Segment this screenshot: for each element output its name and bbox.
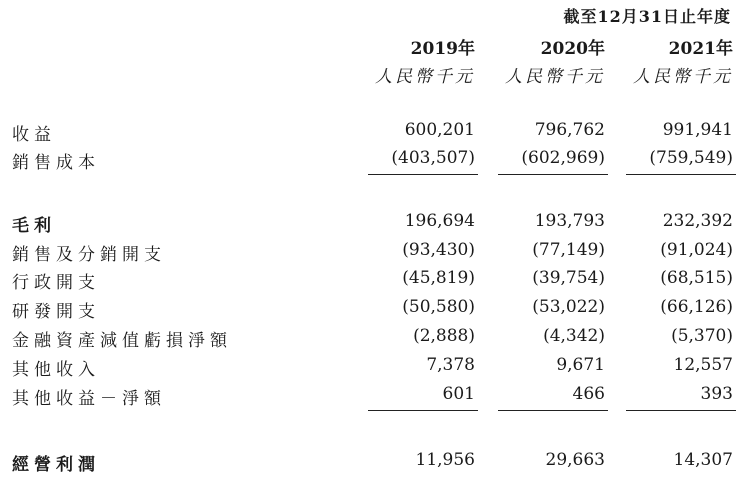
row-label-selling-expenses: 銷售及分銷開支 <box>12 245 166 265</box>
cell-value: 466 <box>572 384 605 404</box>
cell-value: 193,793 <box>534 211 605 231</box>
cell-value: (50,580) <box>402 297 475 317</box>
cell-value: 991,941 <box>662 120 733 140</box>
year-header-2019: 2019年 <box>410 39 475 59</box>
cell-value: 393 <box>700 384 733 404</box>
subtotal-rule <box>368 174 478 175</box>
cell-value: 601 <box>442 384 475 404</box>
subtotal-rule <box>368 410 478 411</box>
row-label-other-gains-net: 其他收益－淨額 <box>12 389 166 409</box>
row-label-rnd-expenses: 研發開支 <box>12 302 100 322</box>
row-label-other-income: 其他收入 <box>12 360 100 380</box>
cell-value: (91,024) <box>660 240 733 260</box>
row-label-operating-profit: 經營利潤 <box>12 455 100 475</box>
subtotal-rule <box>626 410 736 411</box>
cell-value: 29,663 <box>545 450 605 470</box>
period-header: 截至12月31日止年度 <box>563 7 731 26</box>
cell-value: (4,342) <box>543 326 605 346</box>
cell-value: (759,549) <box>649 148 733 168</box>
row-label-admin-expenses: 行政開支 <box>12 273 100 293</box>
unit-header-2019: 人民幣千元 <box>375 67 475 87</box>
cell-value: (68,515) <box>660 268 733 288</box>
year-header-2020: 2020年 <box>540 39 605 59</box>
cell-value: (602,969) <box>521 148 605 168</box>
cell-value: 196,694 <box>404 211 475 231</box>
cell-value: 232,392 <box>662 211 733 231</box>
cell-value: 11,956 <box>415 450 475 470</box>
year-header-2021: 2021年 <box>668 39 733 59</box>
subtotal-rule <box>498 174 608 175</box>
cell-value: (45,819) <box>402 268 475 288</box>
row-label-revenue: 收益 <box>12 125 56 145</box>
cell-value: 796,762 <box>534 120 605 140</box>
cell-value: 14,307 <box>673 450 733 470</box>
cell-value: (93,430) <box>402 240 475 260</box>
cell-value: 9,671 <box>556 355 605 375</box>
cell-value: (2,888) <box>413 326 475 346</box>
subtotal-rule <box>498 410 608 411</box>
cell-value: (66,126) <box>660 297 733 317</box>
subtotal-rule <box>626 174 736 175</box>
unit-header-2020: 人民幣千元 <box>505 67 605 87</box>
cell-value: (77,149) <box>532 240 605 260</box>
cell-value: 7,378 <box>426 355 475 375</box>
row-label-gross-profit: 毛利 <box>12 216 56 236</box>
cell-value: 600,201 <box>404 120 475 140</box>
row-label-cost-of-sales: 銷售成本 <box>12 153 100 173</box>
row-label-impairment-losses: 金融資產減值虧損淨額 <box>12 331 232 351</box>
unit-header-2021: 人民幣千元 <box>633 67 733 87</box>
cell-value: (403,507) <box>391 148 475 168</box>
cell-value: 12,557 <box>673 355 733 375</box>
cell-value: (39,754) <box>532 268 605 288</box>
cell-value: (53,022) <box>532 297 605 317</box>
cell-value: (5,370) <box>671 326 733 346</box>
